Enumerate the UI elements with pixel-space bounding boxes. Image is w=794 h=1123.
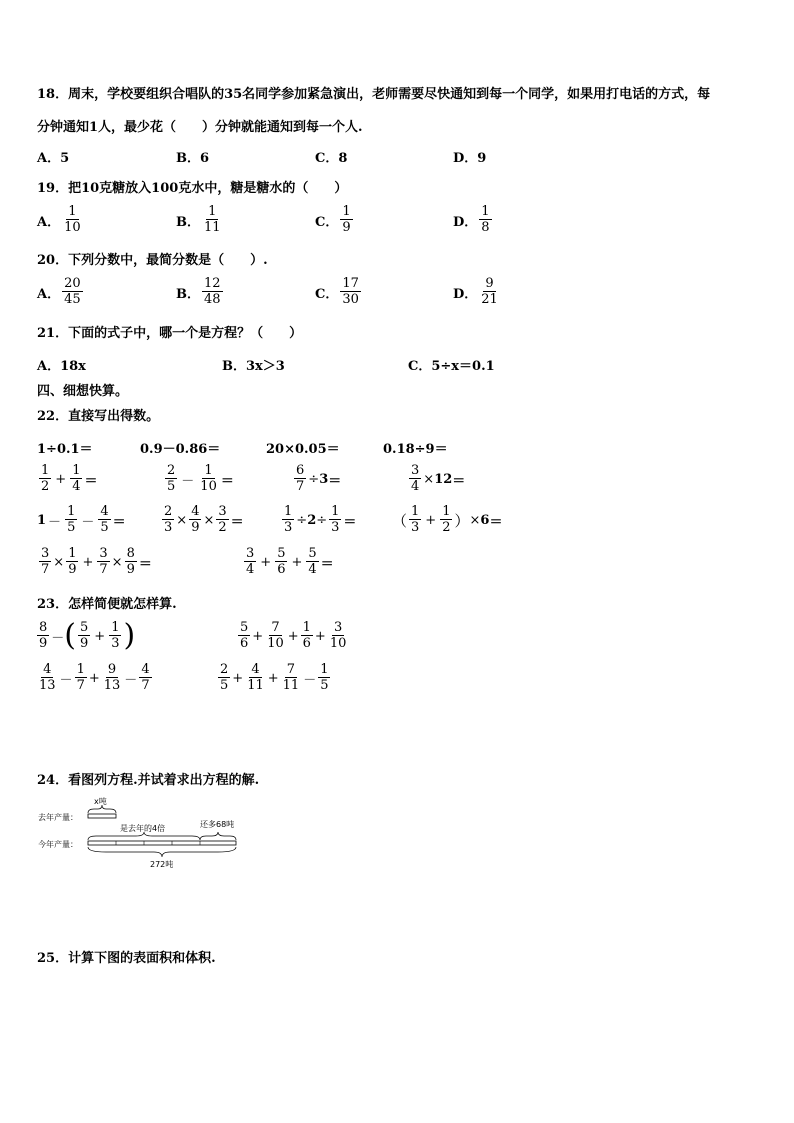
fraction: [340, 204, 352, 236]
fraction: [340, 276, 361, 308]
q22-item-1: 1÷0.1＝: [37, 442, 93, 457]
q23-stem: 23．怎样简便就怎样算.: [37, 597, 177, 612]
q19-stem: 19．把10克糖放入100克水中，糖是糖水的（ ）: [37, 181, 348, 196]
denominator: 48: [204, 292, 221, 307]
q21-option-a: A．18x: [37, 359, 86, 374]
option-label: A．: [37, 286, 61, 302]
option-label: A．: [37, 214, 61, 230]
q18-option-a: A．5: [37, 151, 70, 166]
denominator: 45: [64, 292, 81, 307]
numerator: 1: [481, 204, 490, 219]
this-year-bar: [88, 841, 236, 845]
numerator: 1: [68, 204, 77, 219]
q22-expr-half-plus-quarter: $\frac{1}{2}$ + $\frac{1}{4}$ ＝: [41, 463, 98, 494]
q22-expr-1-minus: 1 － $\frac{1}{5}$ － $\frac{4}{5}$ ＝: [37, 504, 126, 535]
fraction: [62, 204, 83, 236]
section-heading: 四、细想快算。: [37, 384, 129, 399]
q22-expr-3-4-times-12: $\frac{3}{4}$ × 12 ＝: [411, 463, 466, 494]
more-brace: [200, 832, 236, 840]
more-label: 还多68吨: [200, 820, 235, 829]
x-brace: [88, 805, 116, 813]
q22-item-3: 20×0.05＝: [266, 442, 340, 457]
q22-expr-2-5-minus-1-10: $\frac{2}{5}$ － $\frac{1}{10}$ ＝: [167, 463, 234, 494]
fraction: [202, 276, 223, 308]
q20-option-a: [37, 276, 85, 308]
numerator: 12: [204, 276, 221, 291]
q20-option-c: [315, 276, 363, 308]
q19-option-d: [453, 204, 494, 236]
q18-line2: 分钟通知1人，最少花（ ）分钟就能通知到每一个人.: [37, 120, 363, 135]
q22-expr-divisions: $\frac{1}{3}$ ÷ 2 ÷ $\frac{1}{3}$ ＝: [284, 504, 357, 535]
q18-line1: 18．周末，学校要组织合唱队的35名同学参加紧急演出，老师需要尽快通知到每一个同学，如果用打电话的方式，每: [37, 87, 711, 102]
option-label: C．: [315, 214, 339, 230]
q22-stem: 22．直接写出得数。: [37, 409, 160, 424]
q24-stem: 24．看图列方程.并试着求出方程的解.: [37, 773, 260, 788]
q20-option-d: [453, 276, 502, 308]
q22-expr-product: $\frac{2}{3}$ × $\frac{4}{9}$ × $\frac{3}{2}$ ＝: [164, 504, 244, 535]
denominator: 11: [204, 220, 221, 235]
fraction: [62, 276, 83, 308]
q23-expr-2: $\frac{5}{6}$ + $\frac{7}{10}$ + $\frac{1}{6}$ + $\frac{3}{10}$: [240, 620, 347, 651]
q18-option-b: B．6: [176, 151, 210, 166]
fraction: [479, 204, 491, 236]
times-label: 是去年的4倍: [120, 824, 166, 833]
option-label: D．: [453, 286, 478, 302]
option-label: D．: [453, 214, 478, 230]
q20-stem: 20．下列分数中，最简分数是（ ）.: [37, 253, 268, 268]
fraction: [202, 204, 223, 236]
q19-option-b: [176, 204, 225, 236]
q21-stem: 21．下面的式子中，哪一个是方程？（ ）: [37, 326, 303, 341]
q21-option-b: B．3x＞3: [222, 359, 285, 374]
fraction: [479, 276, 500, 308]
numerator: 1: [208, 204, 217, 219]
denominator: 21: [481, 292, 498, 307]
q25-stem: 25．计算下图的表面积和体积.: [37, 951, 216, 966]
denominator: 10: [64, 220, 81, 235]
q23-expr-4: $\frac{2}{5}$ + $\frac{4}{11}$ + $\frac{7}{11}$ － $\frac{1}{5}$: [220, 662, 329, 693]
q19-option-c: [315, 204, 355, 236]
q22-expr-sum: $\frac{3}{4}$ + $\frac{5}{6}$ + $\frac{5}{4}$ ＝: [246, 546, 334, 577]
q22-item-2: 0.9－0.86＝: [140, 442, 221, 457]
last-year-label: 去年产量：: [38, 813, 78, 822]
numerator: 17: [342, 276, 359, 291]
q22-expr-paren-times-6: （ $\frac{1}{3}$ + $\frac{1}{2}$ ） × 6 ＝: [392, 504, 503, 535]
times-brace: [88, 832, 200, 840]
option-label: C．: [315, 286, 339, 302]
numerator: 20: [64, 276, 81, 291]
option-label: B．: [176, 214, 200, 230]
q18-option-c: C．8: [315, 151, 348, 166]
q23-expr-3: $\frac{4}{13}$ － $\frac{1}{7}$ + $\frac{9}{13}$ － $\frac{4}{7}$: [39, 662, 150, 693]
this-year-label: 今年产量：: [38, 840, 78, 849]
total-brace: [88, 847, 236, 857]
q22-item-4: 0.18÷9＝: [383, 442, 448, 457]
total-label: 272吨: [150, 860, 174, 869]
q23-expr-1: $\frac{8}{9}$ － ( $\frac{5}{9}$ + $\frac{1}{3}$ ): [39, 618, 136, 653]
q21-option-c: C．5÷x＝0.1: [408, 359, 495, 374]
line-segment-diagram: [36, 797, 246, 872]
x-label: x吨: [94, 797, 107, 806]
q22-expr-6-7-div-3: $\frac{6}{7}$ ÷ 3 ＝: [296, 463, 342, 494]
last-year-bar: [88, 814, 116, 818]
q20-option-b: [176, 276, 225, 308]
denominator: 9: [342, 220, 351, 235]
denominator: 30: [342, 292, 359, 307]
denominator: 8: [481, 220, 490, 235]
option-label: B．: [176, 286, 200, 302]
numerator: 1: [342, 204, 351, 219]
q18-option-d: D．9: [453, 151, 487, 166]
q22-expr-mixed-products: $\frac{3}{7}$ × $\frac{1}{9}$ + $\frac{3}{7}$ × $\frac{8}{9}$ ＝: [41, 546, 152, 577]
numerator: 9: [485, 276, 494, 291]
q19-option-a: [37, 204, 85, 236]
